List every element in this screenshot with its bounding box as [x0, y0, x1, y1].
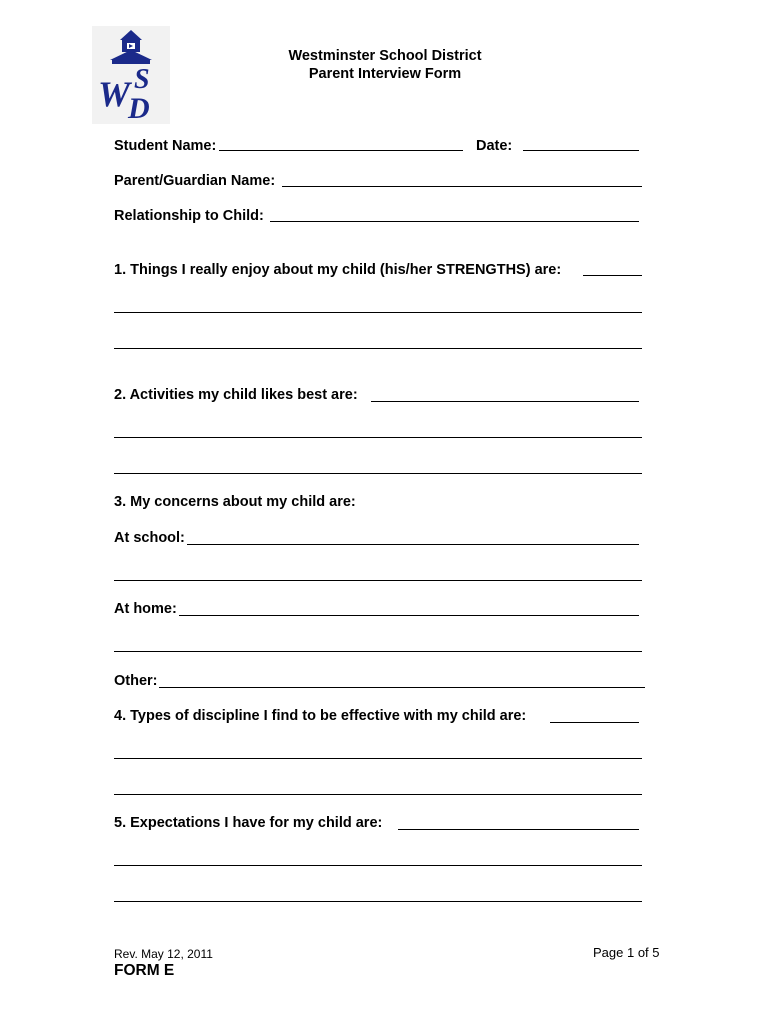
at-home-line[interactable] [179, 615, 639, 616]
svg-text:D: D [128, 92, 150, 124]
question-4-label: 4. Types of discipline I find to be effective with my child are: [114, 708, 527, 724]
other-line[interactable] [159, 687, 645, 688]
question-4-answer-line[interactable] [114, 758, 642, 759]
student-name-line[interactable] [219, 150, 463, 151]
at-school-line[interactable] [187, 544, 639, 545]
wsd-schoolhouse-logo-icon [92, 26, 170, 124]
student-name-label: Student Name: [114, 138, 217, 154]
date-label: Date: [476, 138, 513, 154]
question-2-answer-line[interactable] [114, 437, 642, 438]
question-5-line[interactable] [398, 829, 639, 830]
parent-guardian-line[interactable] [282, 186, 642, 187]
at-home-label: At home: [114, 601, 177, 617]
question-5-label: 5. Expectations I have for my child are: [114, 815, 383, 831]
form-id: FORM E [114, 962, 175, 979]
question-4-answer-line[interactable] [114, 794, 642, 795]
parent-guardian-label: Parent/Guardian Name: [114, 173, 276, 189]
relationship-line[interactable] [270, 221, 639, 222]
question-3-label: 3. My concerns about my child are: [114, 494, 356, 510]
svg-text:S: S [134, 64, 150, 95]
question-5-answer-line[interactable] [114, 865, 642, 866]
other-label: Other: [114, 673, 158, 689]
question-2-label: 2. Activities my child likes best are: [114, 387, 358, 403]
form-title: Parent Interview Form [308, 66, 462, 82]
at-school-answer-line[interactable] [114, 580, 642, 581]
svg-text:W: W [98, 74, 131, 114]
date-line[interactable] [523, 150, 639, 151]
at-school-label: At school: [114, 530, 185, 546]
question-5-answer-line[interactable] [114, 901, 642, 902]
relationship-label: Relationship to Child: [114, 208, 264, 224]
question-2-answer-line[interactable] [114, 473, 642, 474]
question-2-line[interactable] [371, 401, 639, 402]
page-number: Page 1 of 5 [593, 945, 660, 960]
question-1-label: 1. Things I really enjoy about my child (his/her STRENGTHS) are: [114, 262, 562, 278]
question-1-line[interactable] [583, 275, 642, 276]
revision-date: Rev. May 12, 2011 [114, 947, 213, 961]
question-1-answer-line[interactable] [114, 348, 642, 349]
question-1-answer-line[interactable] [114, 312, 642, 313]
district-name: Westminster School District [288, 48, 482, 64]
question-4-line[interactable] [550, 722, 639, 723]
at-home-answer-line[interactable] [114, 651, 642, 652]
